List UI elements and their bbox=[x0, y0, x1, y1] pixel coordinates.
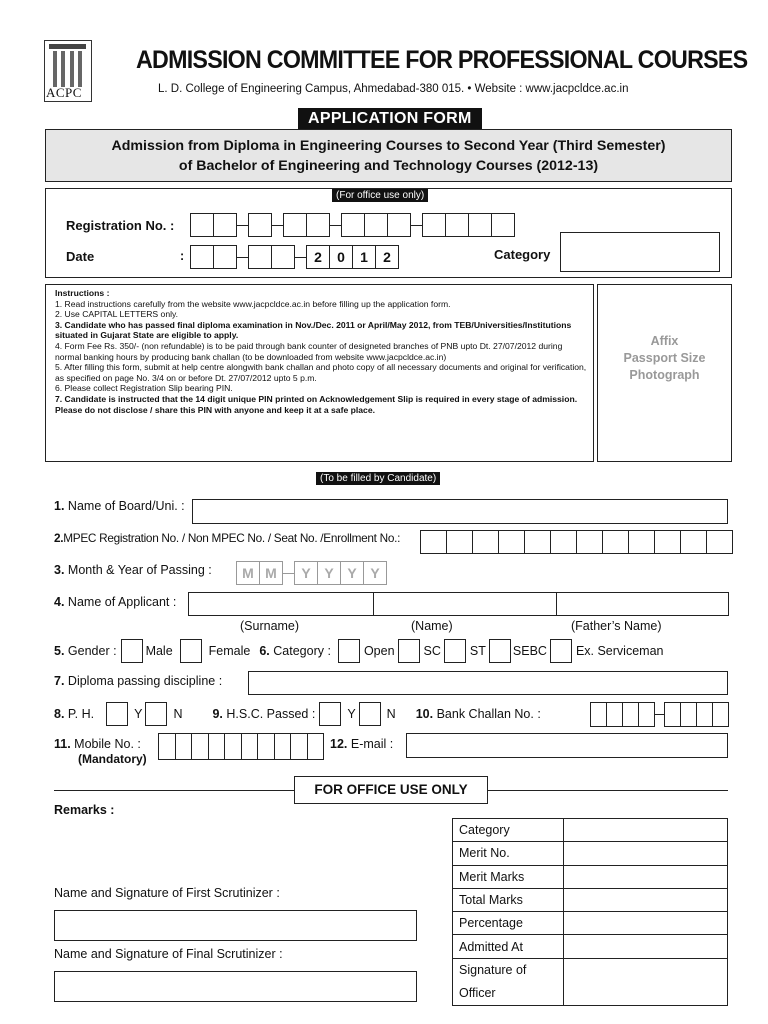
passing-label: Month & Year of Passing : bbox=[67, 563, 212, 577]
field-passing bbox=[54, 563, 212, 577]
board-input[interactable] bbox=[192, 499, 728, 524]
instruction-item: 1. Read instructions carefully from the website www.jacpcldce.ac.in before filling up the application form. bbox=[55, 298, 451, 309]
office-table bbox=[452, 818, 728, 1006]
year-digit: 2 bbox=[375, 245, 399, 269]
surname-input[interactable] bbox=[188, 592, 374, 616]
category-option: SEBC bbox=[512, 644, 547, 658]
field-number: 4. bbox=[54, 595, 65, 609]
challan-cells[interactable] bbox=[590, 702, 728, 727]
instruction-item: 2. Use CAPITAL LETTERS only. bbox=[55, 309, 179, 320]
date-cells[interactable] bbox=[190, 245, 398, 269]
category-option: Open bbox=[363, 644, 395, 658]
field-number: 2. bbox=[54, 531, 64, 545]
date-label: Date bbox=[66, 249, 95, 264]
first-scrutinizer-label: Name and Signature of First Scrutinizer : bbox=[54, 886, 280, 900]
open-checkbox[interactable] bbox=[338, 639, 360, 663]
month-cell[interactable]: M bbox=[259, 561, 283, 585]
challan-label: Bank Challan No. : bbox=[436, 707, 541, 721]
category-option: Ex. Serviceman bbox=[575, 644, 664, 658]
table-label: Total Marks bbox=[453, 888, 564, 911]
remarks-label: Remarks : bbox=[54, 803, 115, 817]
address-line: L. D. College of Engineering Campus, Ahmedabad-380 015. • Website : www.jacpcldce.ac.in bbox=[158, 83, 629, 95]
name-input[interactable] bbox=[373, 592, 557, 616]
table-cell[interactable] bbox=[564, 819, 728, 842]
field-number: 6. bbox=[259, 644, 270, 658]
field-number: 8. bbox=[54, 707, 65, 721]
category-option: ST bbox=[469, 644, 486, 658]
passing-cells[interactable] bbox=[236, 561, 386, 585]
field-gender-category bbox=[54, 639, 663, 663]
year-cell[interactable]: Y bbox=[340, 561, 364, 585]
sc-checkbox[interactable] bbox=[398, 639, 420, 663]
email-input[interactable] bbox=[406, 733, 728, 758]
category-label-top: Category bbox=[494, 247, 551, 262]
field-mobile bbox=[54, 737, 141, 751]
instruction-item: 3. Candidate who has passed final diploma examination in Nov./Dec. 2011 or April/May 2012, from TEB/Universities/Institutions situated in Gujarat State are eligible to apply. bbox=[55, 319, 572, 341]
mobile-cells[interactable] bbox=[158, 733, 323, 760]
registration-number-cells[interactable] bbox=[190, 213, 514, 237]
year-cell[interactable]: Y bbox=[363, 561, 387, 585]
year-digit: 2 bbox=[306, 245, 330, 269]
instruction-item: 6. Please collect Registration Slip bearing PIN. bbox=[55, 383, 233, 394]
male-checkbox[interactable] bbox=[121, 639, 143, 663]
field-number: 3. bbox=[54, 563, 65, 577]
page-title: ADMISSION COMMITTEE FOR PROFESSIONAL COURSES bbox=[136, 46, 748, 74]
discipline-input[interactable] bbox=[248, 671, 728, 695]
ph-yes-checkbox[interactable] bbox=[106, 702, 128, 726]
instruction-item: 4. Form Fee Rs. 350/- (non refundable) is to be paid through bank counter of designeted branches of PNB upto Dt. 27/07/2012 during normal banking hours by producing bank challan (to be downloaded from website www.jacpcldce.ac.in) bbox=[55, 340, 563, 362]
hsc-label: H.S.C. Passed : bbox=[226, 707, 316, 721]
field-ph-hsc-challan bbox=[54, 702, 541, 726]
table-label: Admitted At bbox=[453, 935, 564, 958]
table-cell[interactable] bbox=[564, 888, 728, 911]
signature-label-line2: Officer bbox=[459, 985, 496, 1000]
photo-box[interactable] bbox=[597, 284, 732, 462]
mobile-note: (Mandatory) bbox=[78, 752, 147, 766]
table-label: Merit No. bbox=[453, 842, 564, 865]
final-scrutinizer-label: Name and Signature of Final Scrutinizer : bbox=[54, 947, 283, 961]
banner-line-2: of Bachelor of Engineering and Technology Courses (2012-13) bbox=[178, 158, 599, 174]
field-number: 1. bbox=[54, 499, 65, 513]
table-label bbox=[453, 958, 564, 1005]
category-option: SC bbox=[423, 644, 441, 658]
field-number: 5. bbox=[54, 644, 65, 658]
instructions-box bbox=[45, 284, 594, 462]
candidate-tag: (To be filled by Candidate) bbox=[316, 472, 440, 485]
table-row bbox=[453, 842, 728, 865]
father-name-input[interactable] bbox=[556, 592, 729, 616]
table-row bbox=[453, 935, 728, 958]
table-cell[interactable] bbox=[564, 958, 728, 1005]
first-scrutinizer-input[interactable] bbox=[54, 910, 417, 941]
field-number: 11. bbox=[54, 737, 71, 751]
field-applicant bbox=[54, 595, 176, 609]
sebc-checkbox[interactable] bbox=[489, 639, 511, 663]
table-row bbox=[453, 958, 728, 1005]
mpec-label: MPEC Registration No. / Non MPEC No. / Seat No. /Enrollment No.: bbox=[63, 531, 401, 545]
no-option: N bbox=[386, 707, 396, 721]
father-name-caption: (Father’s Name) bbox=[571, 619, 662, 633]
yes-option: Y bbox=[347, 707, 356, 721]
month-cell[interactable]: M bbox=[236, 561, 260, 585]
hsc-yes-checkbox[interactable] bbox=[319, 702, 341, 726]
surname-caption: (Surname) bbox=[240, 619, 300, 633]
ex-serviceman-checkbox[interactable] bbox=[550, 639, 572, 663]
female-option: Female bbox=[208, 644, 251, 658]
course-banner bbox=[45, 129, 732, 182]
field-number: 9. bbox=[212, 707, 223, 721]
office-use-tag: (For office use only) bbox=[332, 189, 428, 202]
applicant-name-inputs bbox=[188, 592, 729, 616]
mobile-label: Mobile No. : bbox=[74, 737, 141, 751]
year-digit: 1 bbox=[352, 245, 376, 269]
name-caption: (Name) bbox=[411, 619, 453, 633]
table-cell[interactable] bbox=[564, 865, 728, 888]
table-label: Percentage bbox=[453, 912, 564, 935]
table-cell[interactable] bbox=[564, 935, 728, 958]
instructions-heading: Instructions : bbox=[55, 288, 110, 298]
st-checkbox[interactable] bbox=[444, 639, 466, 663]
instruction-item: 5. After filling this form, submit at help centre alongwith bank challan and photo copy of all necessary documents and original for verification, as specified on page No. 3/4 on or before Dt. 27/07/2012 upto 5 p.m. bbox=[55, 362, 587, 383]
field-board bbox=[54, 499, 185, 513]
banner-line-1: Admission from Diploma in Engineering Courses to Second Year (Third Semester) bbox=[111, 138, 666, 154]
signature-label-line1: Signature of bbox=[459, 962, 527, 977]
male-option: Male bbox=[145, 644, 173, 658]
category-label: Category : bbox=[273, 644, 331, 658]
year-cell[interactable]: Y bbox=[317, 561, 341, 585]
office-use-heading: FOR OFFICE USE ONLY bbox=[294, 776, 488, 804]
ph-no-checkbox[interactable] bbox=[145, 702, 167, 726]
field-email bbox=[330, 737, 393, 751]
photo-line: Passport Size bbox=[623, 351, 706, 365]
female-checkbox[interactable] bbox=[180, 639, 202, 663]
logo-text: ACPC bbox=[46, 85, 82, 100]
acpc-logo bbox=[44, 40, 92, 102]
applicant-label: Name of Applicant : bbox=[67, 595, 177, 609]
field-number: 10. bbox=[415, 707, 434, 721]
registration-label: Registration No. : bbox=[66, 218, 175, 233]
year-digit: 0 bbox=[329, 245, 353, 269]
field-mpec bbox=[54, 531, 400, 545]
email-label: E-mail : bbox=[350, 737, 394, 751]
photo-line: Photograph bbox=[629, 368, 700, 382]
form-label: APPLICATION FORM bbox=[298, 108, 482, 130]
ph-label: P. H. bbox=[67, 707, 95, 721]
field-number: 12. bbox=[330, 737, 348, 751]
discipline-label: Diploma passing discipline : bbox=[67, 674, 223, 688]
table-cell[interactable] bbox=[564, 842, 728, 865]
divider-right bbox=[488, 790, 728, 791]
instruction-item: 7. Candidate is instructed that the 14 digit unique PIN printed on Acknowledgement Slip is required in every stage of admission. Please do not disclose / share this PIN with anyone and keep it at a safe place. bbox=[55, 393, 578, 415]
year-cell[interactable]: Y bbox=[294, 561, 318, 585]
field-discipline bbox=[54, 674, 222, 688]
table-row bbox=[453, 865, 728, 888]
table-row bbox=[453, 888, 728, 911]
table-row bbox=[453, 912, 728, 935]
board-label: Name of Board/Uni. : bbox=[67, 499, 185, 513]
photo-line: Affix bbox=[650, 334, 679, 348]
divider-left bbox=[54, 790, 294, 791]
yes-option: Y bbox=[134, 707, 143, 721]
table-cell[interactable] bbox=[564, 912, 728, 935]
field-number: 7. bbox=[54, 674, 65, 688]
no-option: N bbox=[173, 707, 183, 721]
hsc-no-checkbox[interactable] bbox=[359, 702, 381, 726]
table-label: Merit Marks bbox=[453, 865, 564, 888]
gender-label: Gender : bbox=[67, 644, 117, 658]
category-box-top[interactable] bbox=[560, 232, 720, 272]
mpec-cells[interactable] bbox=[420, 530, 732, 554]
final-scrutinizer-input[interactable] bbox=[54, 971, 417, 1002]
date-colon: : bbox=[180, 249, 185, 263]
table-label: Category bbox=[453, 819, 564, 842]
table-row bbox=[453, 819, 728, 842]
